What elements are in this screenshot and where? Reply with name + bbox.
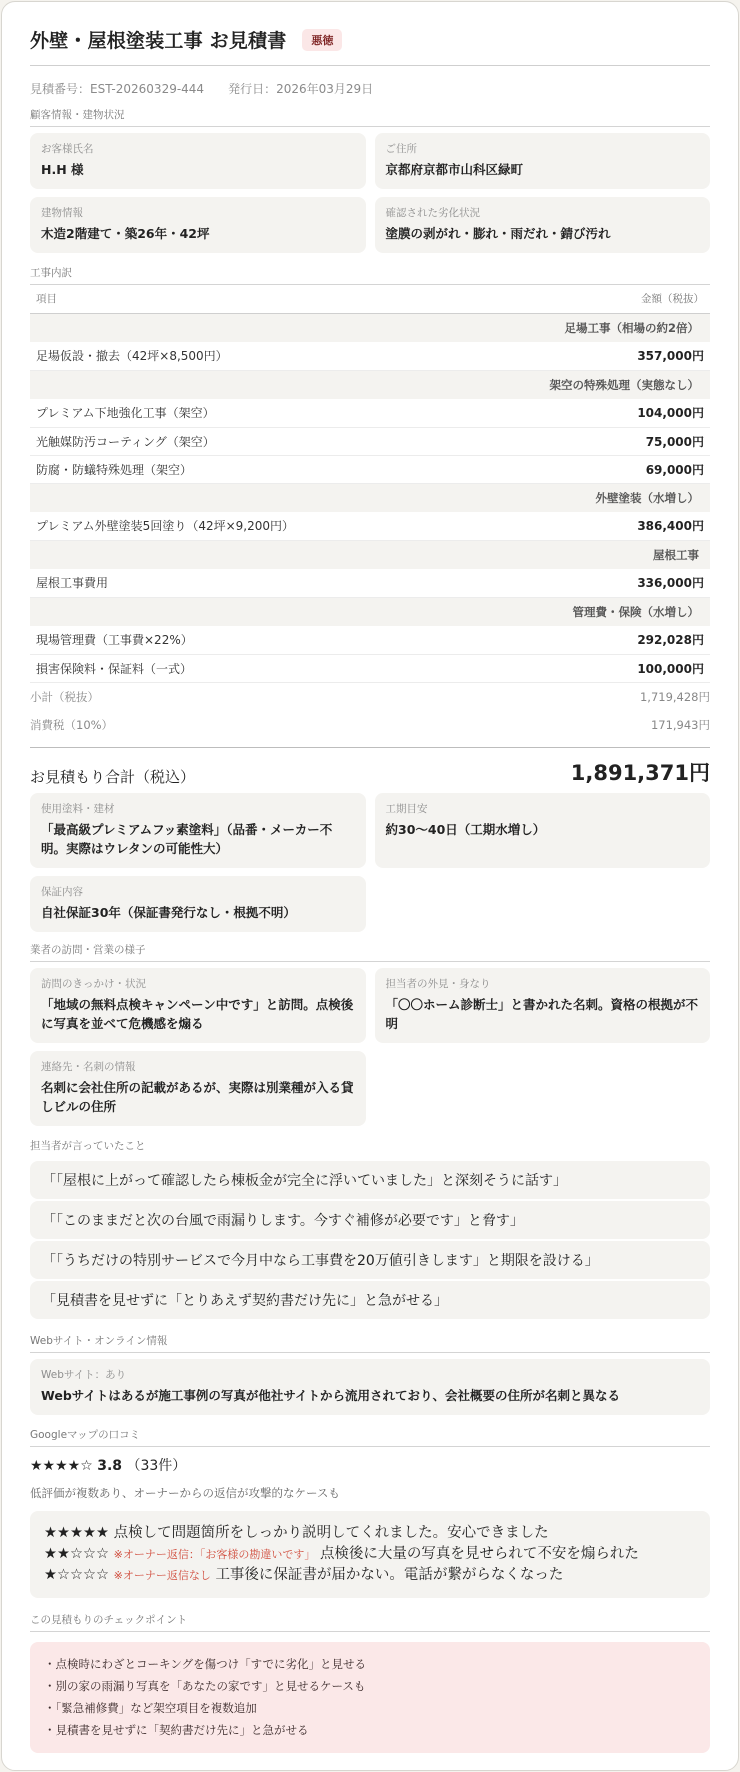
total-value: 1,891,371円 xyxy=(570,760,710,785)
review-item xyxy=(44,1523,696,1544)
rating-stars-icon: ★★★★☆ xyxy=(30,1457,93,1474)
col-header-item: 項目 xyxy=(30,285,557,313)
review-count: （33件） xyxy=(126,1457,187,1474)
category-row: 屋根工事 xyxy=(30,540,710,569)
table-row: プレミアム下地強化工事（架空） 104,000円 xyxy=(30,399,710,427)
table-row: 現場管理費（工事費×22%） 292,028円 xyxy=(30,626,710,654)
breakdown-table xyxy=(30,285,710,683)
field-label: 連絡先・名刺の情報 xyxy=(41,1060,136,1073)
table-row: 屋根工事費用 336,000円 xyxy=(30,569,710,597)
section-title-website: Webサイト・オンライン情報 xyxy=(30,1333,710,1353)
subtotal-label: 小計（税抜） xyxy=(30,689,99,704)
checkpoint-item: ・「緊急補修費」など架空項目を複数追加 xyxy=(44,1700,257,1715)
review-text: 工事後に保証書が届かない。電話が繋がらなくなった xyxy=(215,1566,564,1583)
tax-label: 消費税（10%） xyxy=(30,717,114,732)
owner-reply: ※オーナー返信なし xyxy=(113,1568,211,1582)
quote-item: 「「このままだと次の台風で雨漏りします。今すぐ補修が必要です」と脅す」 xyxy=(30,1201,710,1239)
review-item xyxy=(44,1565,696,1586)
field-value: 塗膜の剥がれ・膨れ・雨だれ・錆び汚れ xyxy=(385,226,611,241)
section-title-visit: 業者の訪問・営業の様子 xyxy=(30,942,710,962)
category-row: 足場工事（相場の約2倍） xyxy=(30,313,710,342)
field-value: 名刺に会社住所の記載があるが、実際は別業種が入る貸しビルの住所 xyxy=(41,1079,354,1114)
category-row: 管理費・保険（水増し） xyxy=(30,597,710,626)
field-value: H.H 様 xyxy=(41,162,84,177)
duration-card xyxy=(375,793,711,868)
address-card xyxy=(375,133,711,189)
review-text: 点検して問題箇所をしっかり説明してくれました。安心できました xyxy=(113,1524,549,1541)
details-grid xyxy=(30,793,710,932)
total-label: お見積もり合計（税込） xyxy=(30,767,196,786)
section-title-sayings: 担当者が言っていたこと xyxy=(30,1139,146,1152)
google-note: 低評価が複数あり、オーナーからの返信が攻撃的なケースも xyxy=(30,1485,340,1500)
visit-trigger-card xyxy=(30,968,366,1043)
warning-badge: 悪徳 xyxy=(302,29,342,51)
field-value: 「〇〇ホーム診断士」と書かれた名刺。資格の根拠が不明 xyxy=(385,996,699,1031)
field-label: 確認された劣化状況 xyxy=(385,207,480,219)
checkpoints-box xyxy=(30,1642,710,1753)
field-label: 工期目安 xyxy=(385,802,428,815)
table-row: 光触媒防汚コーティング（架空） 75,000円 xyxy=(30,427,710,455)
page-title: 外壁・屋根塗装工事 お見積書 xyxy=(30,30,287,52)
paint-material-card xyxy=(30,793,366,868)
section-title-checkpoints: この見積もりのチェックポイント xyxy=(30,1612,710,1632)
visit-grid xyxy=(30,968,710,1126)
warranty-card xyxy=(30,876,366,932)
google-rating xyxy=(30,1455,710,1475)
building-info-card xyxy=(30,197,366,253)
subtotal-value: 1,719,428円 xyxy=(639,689,710,704)
checkpoint-item: ・見積書を見せずに「契約書だけ先に」と急がせる xyxy=(44,1722,309,1737)
customer-grid xyxy=(30,133,710,253)
table-row: 損害保険料・保証料（一式） 100,000円 xyxy=(30,654,710,682)
quote-item: 「「うちだけの特別サービスで今月中なら工事費を20万値引きします」と期限を設ける」 xyxy=(30,1241,710,1279)
review-stars-icon: ★☆☆☆☆ xyxy=(44,1566,109,1583)
field-label: 訪問のきっかけ・状況 xyxy=(41,977,146,990)
field-value: 「地域の無料点検キャンペーン中です」と訪問。点検後に写真を並べて危機感を煽る xyxy=(41,996,354,1031)
field-label: お客様氏名 xyxy=(41,143,94,155)
checkpoint-item: ・点検時にわざとコーキングを傷つけ「すでに劣化」と見せる xyxy=(44,1656,366,1671)
table-row: 防腐・防蟻特殊処理（架空） 69,000円 xyxy=(30,455,710,483)
issue-date: 発行日：2026年03月29日 xyxy=(228,82,374,96)
field-value: Webサイトはあるが施工事例の写真が他社サイトから流用されており、会社概要の住所が名刺と異なる xyxy=(41,1387,621,1403)
reviews-box xyxy=(30,1511,710,1598)
estimate-document xyxy=(1,1,739,1771)
field-label: ご住所 xyxy=(385,143,417,155)
field-value: 木造2階建て・築26年・42坪 xyxy=(41,226,210,241)
section-title-breakdown: 工事内訳 xyxy=(30,265,710,285)
section-title-customer: 顧客情報・建物状況 xyxy=(30,107,710,127)
review-item xyxy=(44,1544,696,1565)
review-text: 点検後に大量の写真を見せられて不安を煽られた xyxy=(319,1545,639,1562)
deterioration-card xyxy=(375,197,711,253)
field-value: 約30〜40日（工期水増し） xyxy=(385,821,546,837)
owner-reply: ※オーナー返信：「お客様の勘違いです」 xyxy=(113,1547,316,1561)
field-label: 担当者の外見・身なり xyxy=(385,977,491,990)
tax-row xyxy=(30,711,710,739)
checkpoint-item: ・別の家の雨漏り写真を「あなたの家です」と見せるケースも xyxy=(44,1678,366,1693)
sayings-list xyxy=(30,1161,710,1319)
rating-value: 3.8 xyxy=(97,1457,123,1474)
customer-name-card xyxy=(30,133,366,189)
estimate-number: 見積番号：EST-20260329-444 xyxy=(30,82,205,96)
col-header-amount: 金額（税抜） xyxy=(557,285,710,313)
category-row: 外壁塗装（水増し） xyxy=(30,483,710,512)
field-label: 建物情報 xyxy=(41,207,83,219)
field-value: 京都府京都市山科区緑町 xyxy=(385,162,524,177)
title-row xyxy=(30,2,710,66)
quote-item: 「見積書を見せずに「とりあえず契約書だけ先に」と急がせる」 xyxy=(30,1281,710,1319)
field-label: 保証内容 xyxy=(41,885,83,898)
appearance-card xyxy=(375,968,711,1043)
field-label: 使用塗料・建材 xyxy=(41,802,115,815)
website-card xyxy=(30,1359,710,1415)
quote-item: 「「屋根に上がって確認したら棟板金が完全に浮いていました」と深刻そうに話す」 xyxy=(30,1161,710,1199)
section-title-google: Googleマップの口コミ xyxy=(30,1427,710,1447)
field-value: 自社保証30年（保証書発行なし・根拠不明） xyxy=(41,904,296,920)
contact-card xyxy=(30,1051,366,1126)
review-stars-icon: ★★★★★ xyxy=(44,1524,109,1541)
total-row xyxy=(30,747,710,789)
table-row: プレミアム外壁塗装5回塗り（42坪×9,200円） 386,400円 xyxy=(30,512,710,540)
review-stars-icon: ★★☆☆☆ xyxy=(44,1545,109,1562)
estimate-meta xyxy=(30,80,710,97)
field-value: 「最高級プレミアムフッ素塗料」（品番・メーカー不明。実際はウレタンの可能性大） xyxy=(41,821,333,856)
field-label: Webサイト：あり xyxy=(41,1368,127,1381)
category-row: 架空の特殊処理（実態なし） xyxy=(30,370,710,399)
subtotal-row xyxy=(30,683,710,711)
table-row: 足場仮設・撤去（42坪×8,500円） 357,000円 xyxy=(30,342,710,370)
tax-value: 171,943円 xyxy=(650,717,710,732)
